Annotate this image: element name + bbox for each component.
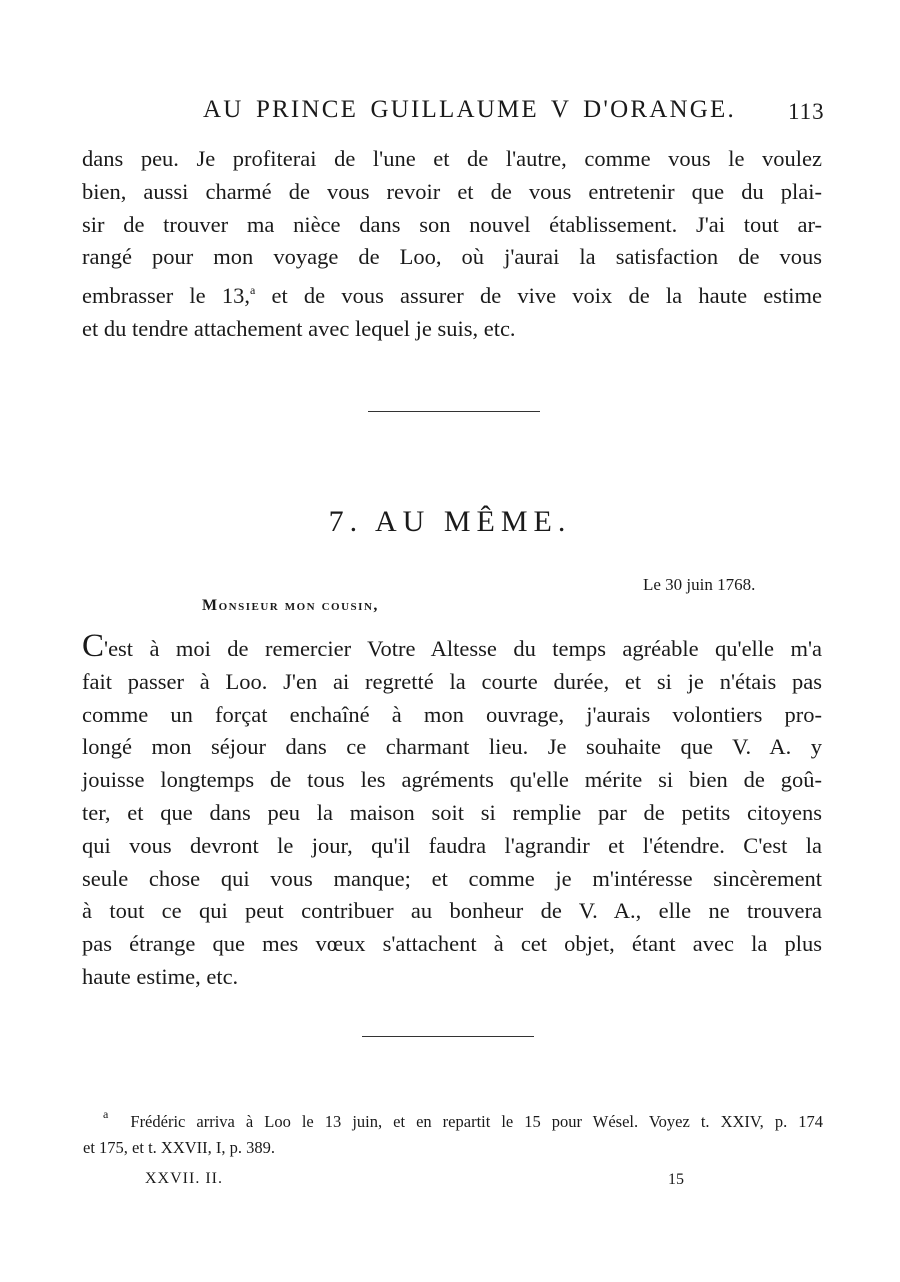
text-line: comme un forçat enchaîné à mon ouvrage, j'aurais volontiers pro- [82, 701, 822, 727]
text-line: pas étrange que mes vœux s'attachent à cet objet, étant avec la plus [82, 931, 822, 957]
footnote-line [103, 1101, 823, 1135]
footnote-mark: a [103, 1107, 109, 1121]
letter-date: Le 30 juin 1768. [643, 575, 756, 594]
sheet-number: 15 [668, 1171, 684, 1188]
text-line: dans peu. Je profiterai de l'une et de l'autre, comme vous le voulez [82, 146, 822, 171]
text-segment: et de vous assurer de vive voix de la haute estime [255, 283, 823, 309]
text-line: sir de trouver ma nièce dans son nouvel établissement. J'ai tout ar- [82, 211, 822, 237]
footnote-reference[interactable]: a [249, 283, 256, 298]
text-segment: 'est à moi de remercier Votre Altesse du temps agréable qu'elle m'a [104, 636, 822, 661]
text-line: qui vous devront le jour, qu'il faudra l'agrandir et l'étendre. C'est la [82, 832, 822, 858]
text-line: et du tendre attachement avec lequel je suis, etc. [82, 315, 516, 341]
text-line: rangé pour mon voyage de Loo, où j'aurai la satisfaction de vous [82, 244, 822, 270]
text-line: jouisse longtemps de tous les agréments qu'elle mérite si bien de goû- [82, 767, 822, 793]
separator-rule [368, 411, 540, 412]
text-line: longé mon séjour dans ce charmant lieu. Je souhaite que V. A. y [82, 734, 822, 760]
section-title: 7. AU MÊME. [328, 505, 572, 538]
separator-rule [362, 1036, 534, 1037]
text-line: ter, et que dans peu la maison soit si remplie par de petits citoyens [82, 799, 822, 825]
text-line: haute estime, etc. [82, 963, 239, 989]
footnote-line: et 175, et t. XXVII, I, p. 389. [83, 1138, 276, 1157]
footnote-text: Frédéric arriva à Loo le 13 juin, et en repartit le 15 pour Wésel. Voyez t. XXIV, p. 174 [130, 1112, 823, 1131]
running-header-title: AU PRINCE GUILLAUME V D'ORANGE. [203, 96, 736, 123]
letter-body [82, 630, 822, 994]
letter-continuation [82, 143, 822, 346]
text-line: à tout ce qui peut contribuer au bonheur de V. A., elle ne trouvera [82, 898, 822, 924]
signature-mark: XXVII. II. [145, 1170, 223, 1187]
text-line: fait passer à Loo. J'en ai regretté la courte durée, et si je n'étais pas [82, 668, 822, 694]
text-line-first [82, 630, 822, 666]
footnote [83, 1101, 823, 1161]
text-line: bien, aussi charmé de vous revoir et de vous entretenir que du plai- [82, 178, 822, 204]
drop-initial: C [82, 628, 105, 664]
page-number: 113 [788, 99, 825, 124]
text-line-with-note [82, 274, 822, 313]
salutation: Monsieur mon cousin, [202, 597, 379, 614]
text-segment: embrasser le 13, [82, 283, 250, 309]
text-line: seule chose qui vous manque; et comme je m'intéresse sincèrement [82, 865, 822, 891]
